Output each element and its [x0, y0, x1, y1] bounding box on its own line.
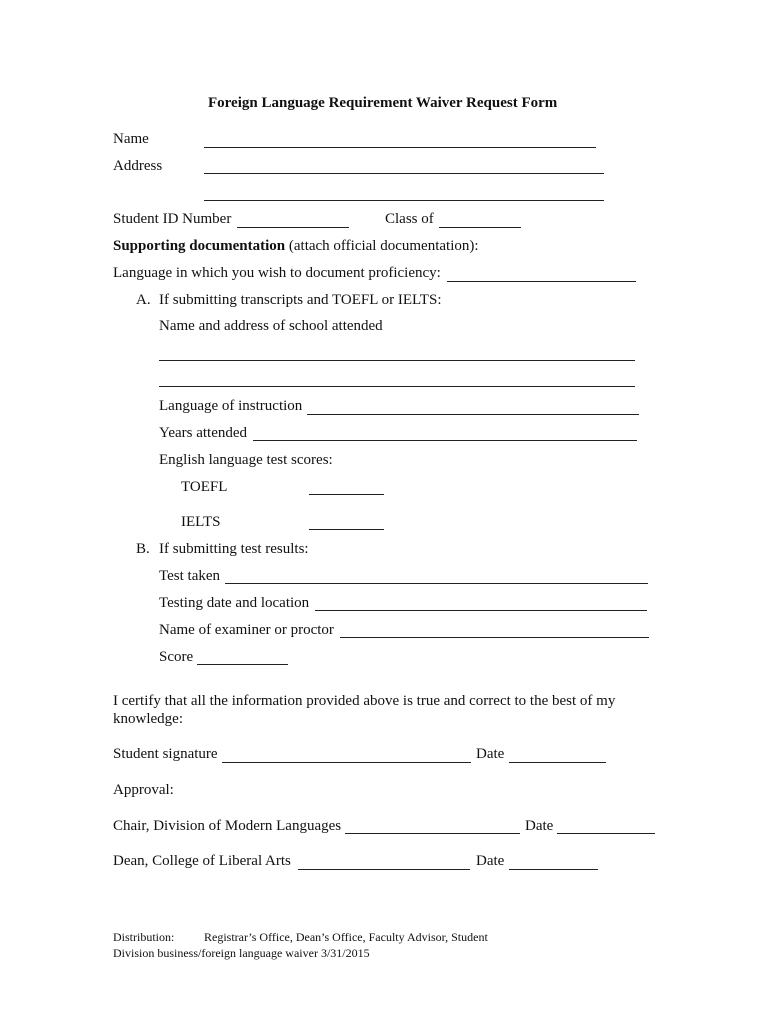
- years-attended-field[interactable]: [253, 424, 637, 441]
- section-b-marker: B.: [136, 541, 150, 557]
- language-proficiency-field[interactable]: [447, 265, 636, 282]
- chair-date-field[interactable]: [557, 817, 655, 834]
- certify-statement-line-1: I certify that all the information provided above is true and correct to the best of my: [113, 693, 616, 709]
- certify-statement-line-2: knowledge:: [113, 711, 183, 727]
- class-of-field[interactable]: [439, 211, 521, 228]
- section-a-heading: If submitting transcripts and TOEFL or IELTS:: [159, 292, 442, 308]
- section-b-heading: If submitting test results:: [159, 541, 309, 557]
- examiner-field[interactable]: [340, 621, 649, 638]
- form-title: Foreign Language Requirement Waiver Request Form: [208, 95, 558, 111]
- student-signature-field[interactable]: [222, 746, 471, 763]
- score-label: Score: [159, 649, 194, 665]
- student-id-label: Student ID Number: [113, 211, 232, 227]
- supporting-documentation-heading: [113, 237, 479, 255]
- section-a-marker: A.: [136, 292, 151, 308]
- student-id-field[interactable]: [237, 211, 349, 228]
- chair-date-label: Date: [525, 818, 554, 834]
- student-signature-label: Student signature: [113, 746, 218, 762]
- dean-signature-field[interactable]: [298, 853, 470, 870]
- test-taken-field[interactable]: [225, 567, 648, 584]
- student-date-field[interactable]: [509, 746, 606, 763]
- language-of-instruction-label: Language of instruction: [159, 398, 303, 414]
- test-taken-label: Test taken: [159, 568, 221, 584]
- distribution-list: Registrar’s Office, Dean’s Office, Faculty Advisor, Student: [204, 930, 488, 944]
- address-field-line-1[interactable]: [204, 157, 604, 174]
- toefl-label: TOEFL: [181, 479, 228, 495]
- ielts-label: IELTS: [181, 514, 221, 530]
- supporting-documentation-bold: Supporting documentation: [113, 238, 286, 254]
- testing-date-location-label: Testing date and location: [159, 595, 310, 611]
- name-label: Name: [113, 131, 149, 147]
- school-field-line-2[interactable]: [159, 370, 635, 387]
- class-of-label: Class of: [385, 211, 434, 227]
- distribution-label: Distribution:: [113, 930, 175, 944]
- school-label: Name and address of school attended: [159, 318, 383, 334]
- testing-date-location-field[interactable]: [315, 594, 647, 611]
- toefl-score-field[interactable]: [309, 478, 384, 495]
- dean-date-label: Date: [476, 853, 505, 869]
- approval-label: Approval:: [113, 782, 174, 798]
- dean-label: Dean, College of Liberal Arts: [113, 853, 291, 869]
- dean-date-field[interactable]: [509, 853, 598, 870]
- language-proficiency-label: Language in which you wish to document proficiency:: [113, 265, 441, 281]
- ielts-score-field[interactable]: [309, 513, 384, 530]
- name-field[interactable]: [204, 131, 596, 148]
- address-label: Address: [113, 158, 163, 174]
- examiner-label: Name of examiner or proctor: [159, 622, 334, 638]
- language-of-instruction-field[interactable]: [307, 398, 639, 415]
- school-field-line-1[interactable]: [159, 344, 635, 361]
- years-attended-label: Years attended: [159, 425, 248, 441]
- chair-label: Chair, Division of Modern Languages: [113, 818, 342, 834]
- document-id: Division business/foreign language waiver 3/31/2015: [113, 946, 370, 960]
- student-date-label: Date: [476, 746, 505, 762]
- test-scores-label: English language test scores:: [159, 452, 333, 468]
- supporting-documentation-note: (attach official documentation):: [288, 238, 479, 254]
- chair-signature-field[interactable]: [345, 817, 520, 834]
- score-field[interactable]: [197, 648, 288, 665]
- address-field-line-2[interactable]: [204, 184, 604, 201]
